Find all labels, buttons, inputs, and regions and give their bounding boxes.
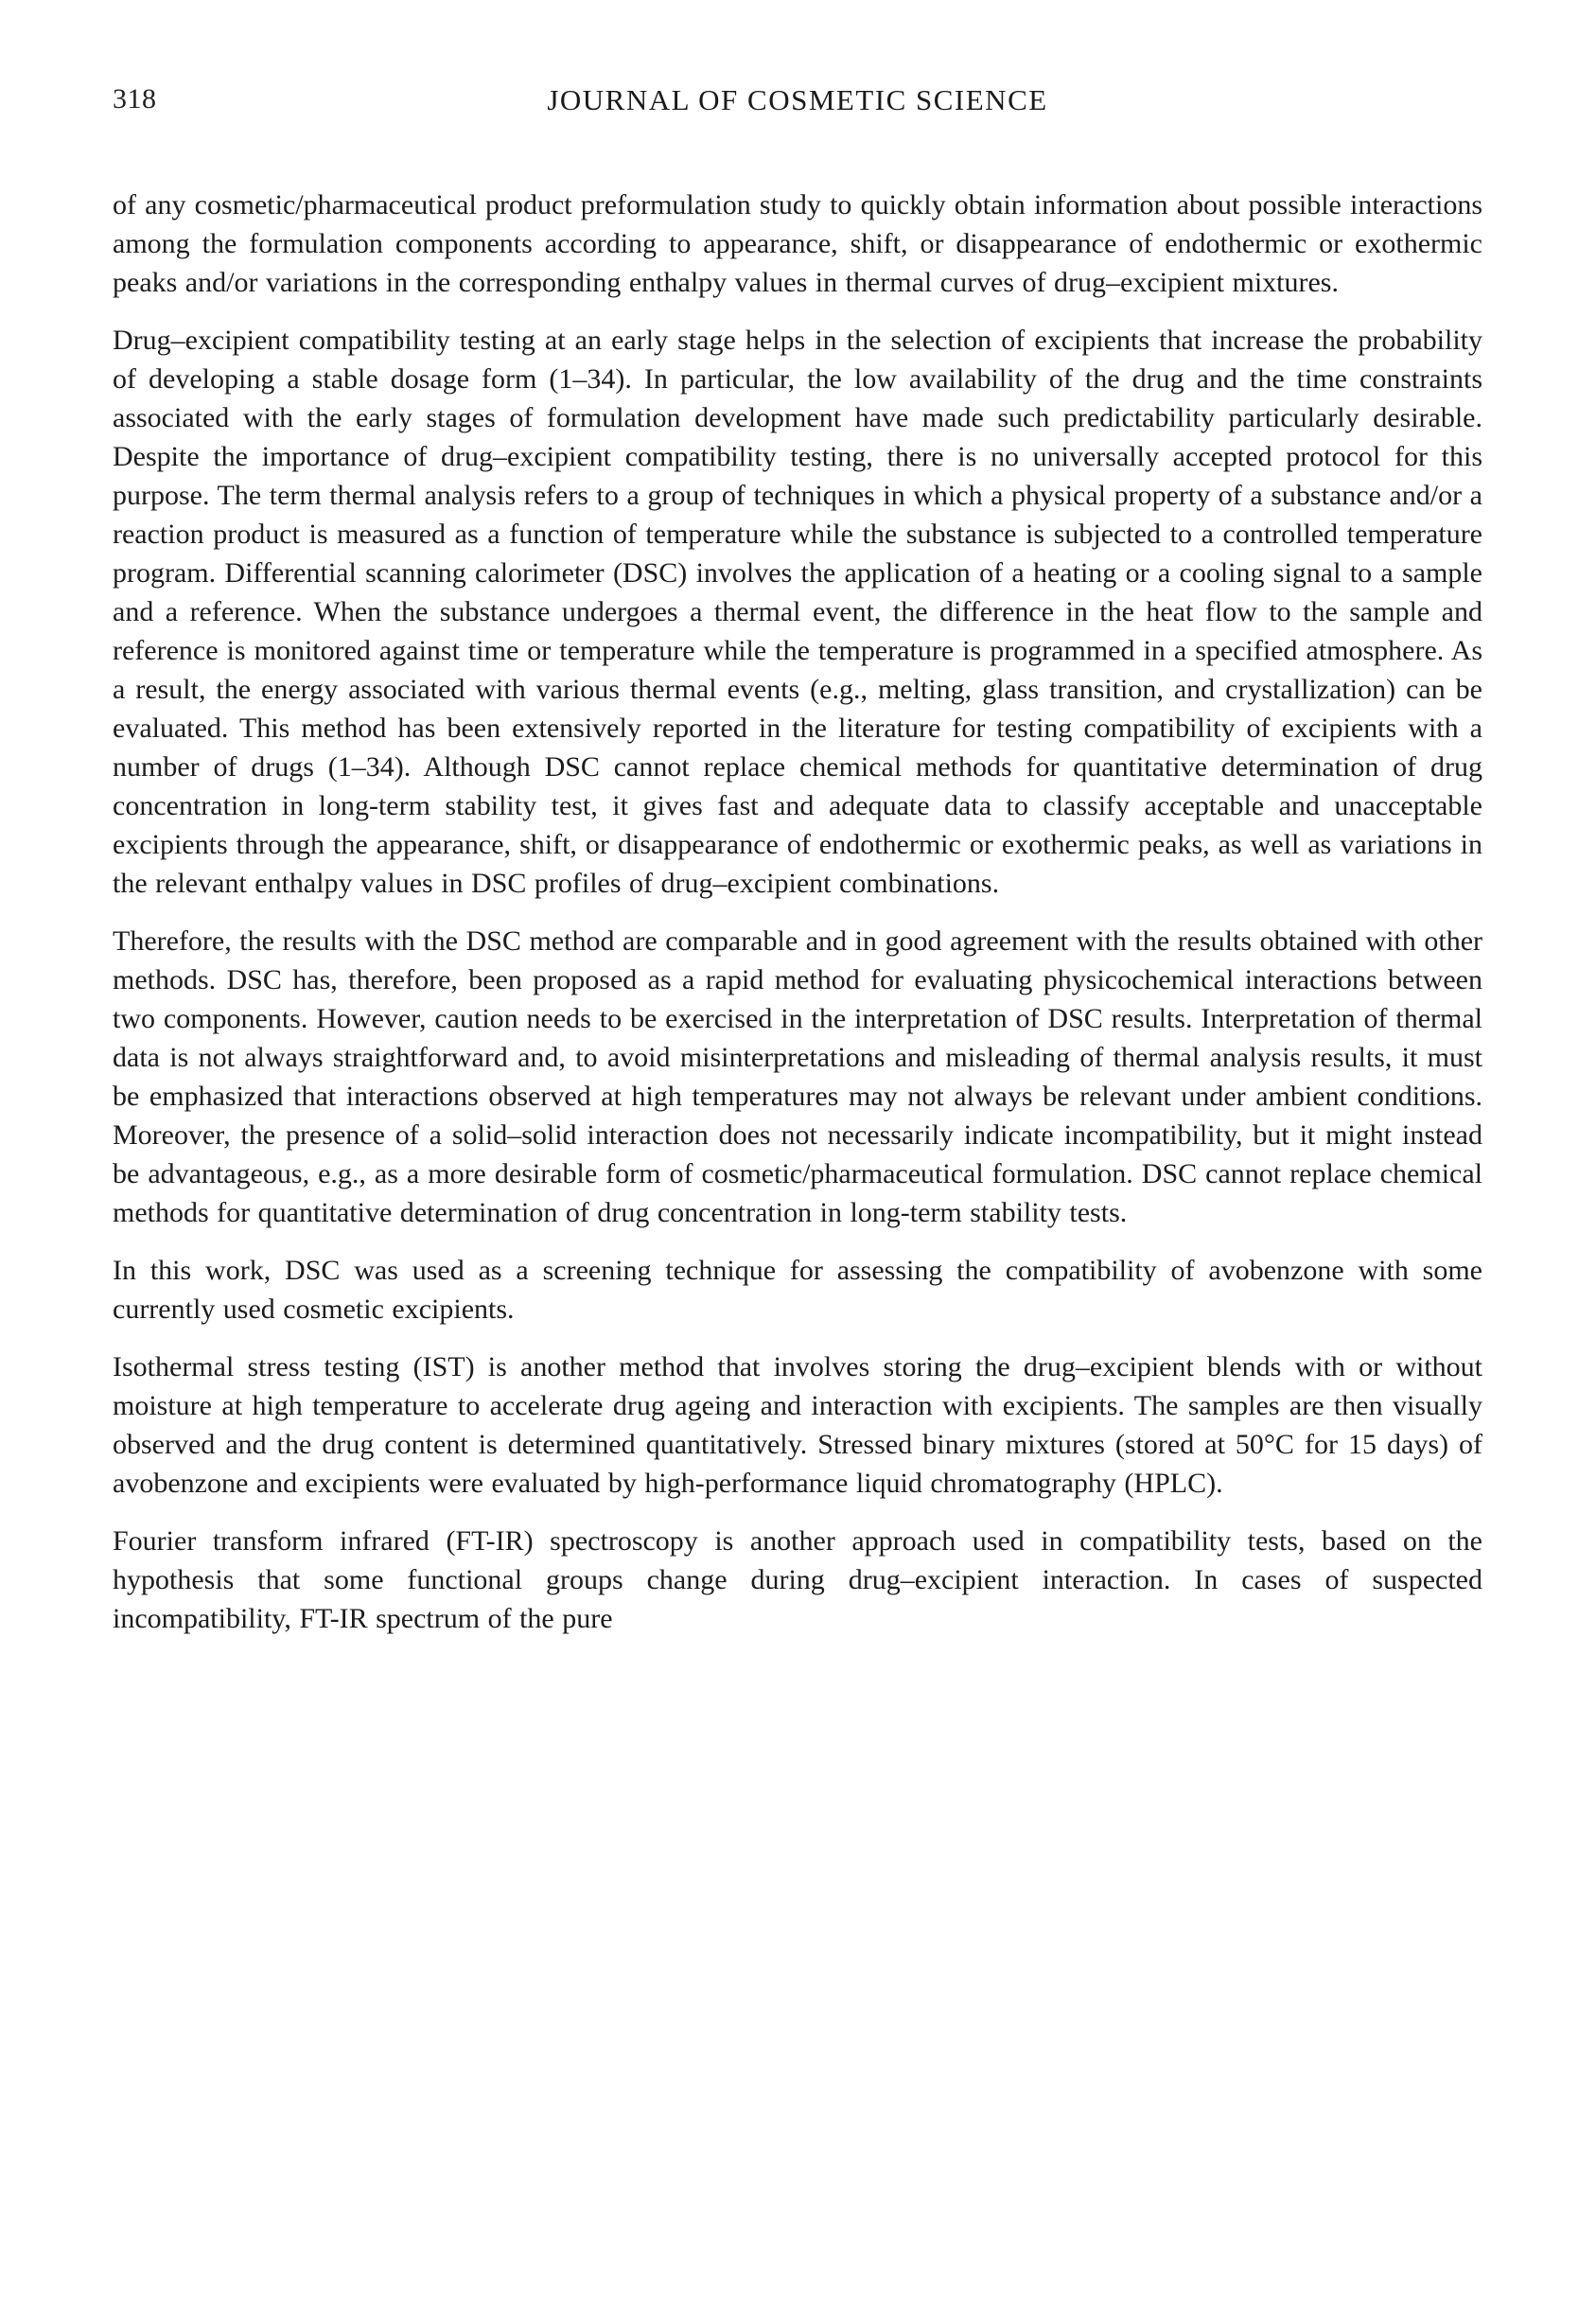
paragraph-intro-continuation: of any cosmetic/pharmaceutical product preformulation study to quickly obtain information about possible interactions among the formulation components according to appearance, shift, or disappearance of endothermic or exothermic peaks and/or variations in the corresponding enthalpy values in thermal curves of drug–excipient mixtures. (113, 189, 1482, 298)
paragraph-work-purpose: In this work, DSC was used as a screening technique for assessing the compatibility of avobenzone with some currently used cosmetic excipients. (113, 1255, 1482, 1325)
paragraph-ftir-spectroscopy: Fourier transform infrared (FT-IR) spectroscopy is another approach used in compatibility tests, based on the hypothesis that some functional groups change during drug–excipient interaction. In cases of suspected incompatibility, FT-IR spectrum of the pure (113, 1525, 1482, 1634)
journal-title: JOURNAL OF COSMETIC SCIENCE (547, 83, 1048, 116)
paragraph-isothermal-stress-testing: Isothermal stress testing (IST) is another method that involves storing the drug–excipient blends with or without moisture at high temperature to accelerate drug ageing and interaction with excipients. The samples are then visually observed and the drug content is determined quantitatively. Stressed binary mixtures (stored at 50°C for 15 days) of avobenzone and excipients were evaluated by high-performance liquid chromatography (HPLC). (113, 1351, 1482, 1499)
page-number: 318 (113, 83, 157, 114)
paragraph-drug-excipient-compatibility: Drug–excipient compatibility testing at an early stage helps in the selection of excipients that increase the probability of developing a stable dosage form (1–34). In particular, the low availability of the drug and the time constraints associated with the early stages of formulation development have made such predictability particularly desirable. Despite the importance of drug–excipient compatibility testing, there is no universally accepted protocol for this purpose. The term thermal analysis refers to a group of techniques in which a physical property of a substance and/or a reaction product is measured as a function of temperature while the substance is subjected to a controlled temperature program. Differential scanning calorimeter (DSC) involves the application of a heating or a cooling signal to a sample and a reference. When the substance undergoes a thermal event, the difference in the heat flow to the sample and reference is monitored against time or temperature while the temperature is programmed in a specified atmosphere. As a result, the energy associated with various thermal events (e.g., melting, glass transition, and crystallization) can be evaluated. This method has been extensively reported in the literature for testing compatibility of excipients with a number of drugs (1–34). Although DSC cannot replace chemical methods for quantitative determination of drug concentration in long-term stability test, it gives fast and adequate data to classify acceptable and unacceptable excipients through the appearance, shift, or disappearance of endothermic or exothermic peaks, as well as variations in the relevant enthalpy values in DSC profiles of drug–excipient combinations. (113, 325, 1482, 899)
paragraph-dsc-method-discussion: Therefore, the results with the DSC method are comparable and in good agreement with the results obtained with other methods. DSC has, therefore, been proposed as a rapid method for evaluating physicochemical interactions between two components. However, caution needs to be exercised in the interpretation of DSC results. Interpretation of thermal data is not always straightforward and, to avoid misinterpretations and misleading of thermal analysis results, it must be emphasized that interactions observed at high temperatures may not always be relevant under ambient conditions. Moreover, the presence of a solid–solid interaction does not necessarily indicate incompatibility, but it might instead be advantageous, e.g., as a more desirable form of cosmetic/pharmaceutical formulation. DSC cannot replace chemical methods for quantitative determination of drug concentration in long-term stability tests. (113, 925, 1482, 1228)
page-header (113, 83, 1482, 127)
article-body (113, 185, 1482, 1638)
